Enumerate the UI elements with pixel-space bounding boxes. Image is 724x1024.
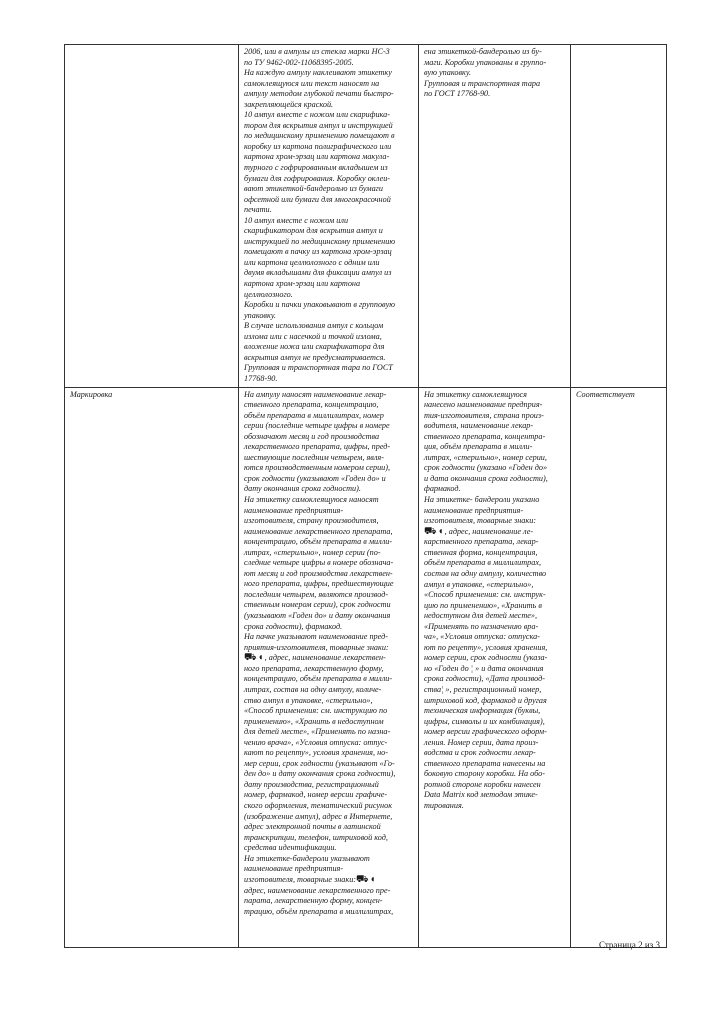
text-line: ственная форма, концентрация, [424,547,538,557]
text-fragment: , адрес, наименование лекарствен- [264,653,386,663]
text-fragment: изготовителя, товарные знаки: [244,874,357,884]
text-line: ден до» и дату окончания срока годности), [244,769,396,779]
text-line: изготовителя, страну производителя, [244,516,379,526]
text-line: ственного препарата, концентрацию, [244,400,379,410]
text-line: На этикетку самоклеящуюся наносят [244,494,379,504]
text-line: ственного препарата, концентра- [424,431,546,441]
text-line: ство ампул в упаковке, «стерильно», [244,695,373,705]
text-line: нанесено наименование предприя- [424,400,543,410]
text-line: Data Matrix код методом этике- [424,790,538,800]
text-line: номер версии графического оформ- [424,727,547,737]
text-line: «Применять по назначению вра- [424,621,539,631]
text-line: ча», «Условия отпуска: отпуска- [424,632,540,642]
text-line: срока годности), фармакод. [244,621,343,631]
text-line: срок годности (указано «Годен до» [424,463,548,473]
text-line: помещают в пачку из картона хром-эрзац [244,247,392,257]
text-line: обозначают месяц и год производства [244,431,380,441]
text-line: ция, объём препарата в милли- [424,442,533,452]
text-line: картона хром-эрзац или картона макула- [244,152,390,162]
text-line: вую упаковку. [424,68,471,78]
text-line: серии (последние четыре цифры в номере [244,421,390,431]
text-line: двумя вкладышами для фиксации ампул из [244,268,392,278]
text-line: ампулу методом глубокой печати быстро- [244,89,394,99]
text-line: номер серии, срок годности (указа- [424,653,548,663]
text-line: номер, фармакод, номер версии графиче- [244,790,388,800]
row2-parameter-cell: Маркировка [65,387,239,947]
text-line: ампул в упаковке, «стерильно», [424,579,534,589]
text-line: литрах, «стерильно», номер серии (по- [244,547,381,557]
text-line: по ГОСТ 17768-90. [424,89,491,99]
text-line: по ТУ 9462-002-11068395-2005. [244,57,354,67]
text-line: ются производственным номером серии), [244,463,391,473]
text-line: адрес электронной почты в латинской [244,822,381,832]
text-line: (указывают «Годен до» и дату окончания [244,610,391,620]
text-line: тия-изготовителя, страна произ- [424,410,544,420]
text-line: На этикетку самоклеящуюся [424,389,527,399]
text-line: офсетной или бумаги для многокрасочной [244,194,391,204]
text-line: объём препарата в миллилитрах, номер [244,410,384,420]
text-line: концентрацию, объём препарата в милли- [244,674,393,684]
text-line: цию по применению», «Хранить в [424,600,542,610]
text-line: дату производства, регистрационный [244,779,379,789]
text-line: ственного препарата нанесены на [424,758,546,768]
text-line: ства¦ », регистрационный номер, [424,684,542,694]
text-line: цифры, символы и их комбинация), [424,716,545,726]
text-line: В случае использования ампул с кольцом [244,321,384,331]
text-line: техническая информация (буквы, [424,706,541,716]
text-line: 10 ампул вместе с ножом или скарифика- [244,110,391,120]
text-line: ротной стороне коробки нанесен [424,779,541,789]
text-line: срока годности), «Дата производ- [424,674,545,684]
text-line: концентрацию, объём препарата в милли- [244,537,393,547]
text-line: излома или с насечкой и точкой излома, [244,331,382,341]
text-line: На этикетке- бандероли указано [424,494,540,504]
text-line: бумаги для гофрирования. Коробку оклеи- [244,173,391,183]
page-number: Страница 2 из 3 [599,940,660,950]
text-line: турного с гофрированным вкладышем из [244,163,388,173]
text-line: ления. Номер серии, дата произ- [424,737,539,747]
text-line: транскрипции, телефон, штриховой код, [244,832,388,842]
row2-conformity-cell: Соответствует [571,387,667,947]
text-line: «Способ применения: см. инструк- [424,590,546,600]
text-line: закрепляющейся краской. [244,99,334,109]
table-row [65,387,667,947]
text-line: для детей месте», «Применять по назна- [244,727,391,737]
text-line: 2006, или в ампулы из стекла марки НС-3 [244,47,390,56]
text-line: самоклеящуюся или текст наносят на [244,78,380,88]
text-line [424,527,566,538]
text-line: ют месяц и год производства лекарствен- [244,568,393,578]
text-line: картона хром-эрзац или картона [244,279,361,289]
text-line: чению врача», «Условия отпуска: отпус- [244,737,388,747]
text-line: но «Годен до ¦ » и дата окончания [424,663,544,673]
text-line: На каждую ампулу наклеивают этикетку [244,68,392,78]
text-line: штриховой код, фармакод и другая [424,695,547,705]
text-line: тирования. [424,800,464,810]
text-line: карственного препарата, лекар- [424,537,539,547]
text-line: фармакод. [424,484,461,494]
text-line: 17768-90. [244,373,278,383]
row1-result-cell [419,45,571,388]
text-line: На пачке указывают наименование пред- [244,632,388,642]
text-line: ют по рецепту», условия хранения, [424,642,548,652]
text-line: водства и срок годности лекар- [424,748,536,758]
text-line: наименование предприятия- [424,505,524,515]
text-line: скарификатором для вскрытия ампул и [244,226,383,236]
text-line: мер серии, срок годности (указывают «Го- [244,758,395,768]
text-line: наименование лекарственного препарата, [244,526,393,536]
text-line: или картона целлюлозного с одним или [244,257,380,267]
text-line: целлюлозного. [244,289,293,299]
text-line: ного препарата, цифры, предшествующие [244,579,394,589]
text-line: водителя, наименование лекар- [424,421,534,431]
text-line: ена этикеткой-бандеролью из бу- [424,47,542,56]
text-line: изготовителя, товарные знаки: [424,516,537,526]
text-line: недоступном для детей месте», [424,611,538,621]
text-line: состав на одну ампулу, количество [424,568,547,578]
text-line: вложение ножа или скарификатора для [244,342,385,352]
table-row [65,45,667,388]
text-line [244,653,414,664]
text-line: Коробки и пачки упаковывают в групповую [244,300,395,310]
text-line: приятия-изготовителя, товарные знаки: [244,642,389,652]
text-line: ского оформления, тематический рисунок [244,800,393,810]
text-line: тором для вскрытия ампул и инструкцией [244,120,393,130]
specification-table [64,44,667,948]
text-line: последним четырем, являются производ- [244,589,389,599]
row1-requirement-cell [239,45,419,388]
text-line: вскрытия ампул не предусматривается. [244,352,386,362]
text-line: срок годности (указывают «Годен до» и [244,473,386,483]
trademark-icon: ⛟◖ [424,525,445,537]
text-line: адрес, наименование лекарственного пре- [244,885,391,895]
text-line [244,875,414,886]
text-line: следние четыре цифры в номере обознача- [244,558,394,568]
trademark-icon: ⛟◖ [356,873,377,885]
text-line: 10 ампул вместе с ножом или [244,215,349,225]
text-line: (изображение ампул), адрес в Интернете, [244,811,393,821]
text-line: коробку из картона полиграфического или [244,141,392,151]
text-line: На этикетке-бандероли указывают [244,853,370,863]
text-line: Групповая и транспортная тара по ГОСТ [244,363,393,373]
text-line: дату окончания срока годности). [244,484,361,494]
text-line: средства идентификации. [244,843,337,853]
text-line: парата, лекарственную форму, концен- [244,896,383,906]
text-line: шествующие последним четырем, явля- [244,452,384,462]
row2-result-cell [419,387,571,947]
text-line: боковую сторону коробки. На обо- [424,769,545,779]
text-line: инструкцией по медицинскому применению [244,236,396,246]
text-line: наименование предприятия- [244,505,344,515]
trademark-icon: ⛟◖ [244,652,265,664]
text-line: упаковку. [244,310,276,320]
text-line: Групповая и транспортная тара [424,78,541,88]
text-line: печати. [244,205,272,215]
text-line: трацию, объём препарата в миллилитрах, [244,906,394,916]
text-line: литрах, «стерильно», номер серии, [424,452,547,462]
text-line: кают по рецепту», условия хранения, но- [244,748,388,758]
text-line: применению», «Хранить в недоступном [244,716,384,726]
text-line: вают этикеткой-бандеролью из бумаги [244,184,383,194]
row1-parameter-cell [65,45,239,388]
row1-conformity-cell [571,45,667,388]
text-line: литрах, состав на одну ампулу, количе- [244,684,382,694]
text-line: и дата окончания срока годности), [424,473,548,483]
text-line: маги. Коробки упакованы в группо- [424,57,547,67]
text-line: лекарственного препарата, цифры, пред- [244,442,391,452]
text-line: ного препарата, лекарственную форму, [244,663,384,673]
text-fragment: , адрес, наименование ле- [444,526,534,536]
row2-requirement-cell [239,387,419,947]
text-line: по медицинскому применению помещают в [244,131,395,141]
text-line: наименование предприятия- [244,864,344,874]
text-line: объём препарата в миллилитрах, [424,558,542,568]
text-line: ственным номером серии), срок годности [244,600,391,610]
text-line: На ампулу наносят наименование лекар- [244,389,387,399]
text-line: «Способ применения: см. инструкцию по [244,706,388,716]
